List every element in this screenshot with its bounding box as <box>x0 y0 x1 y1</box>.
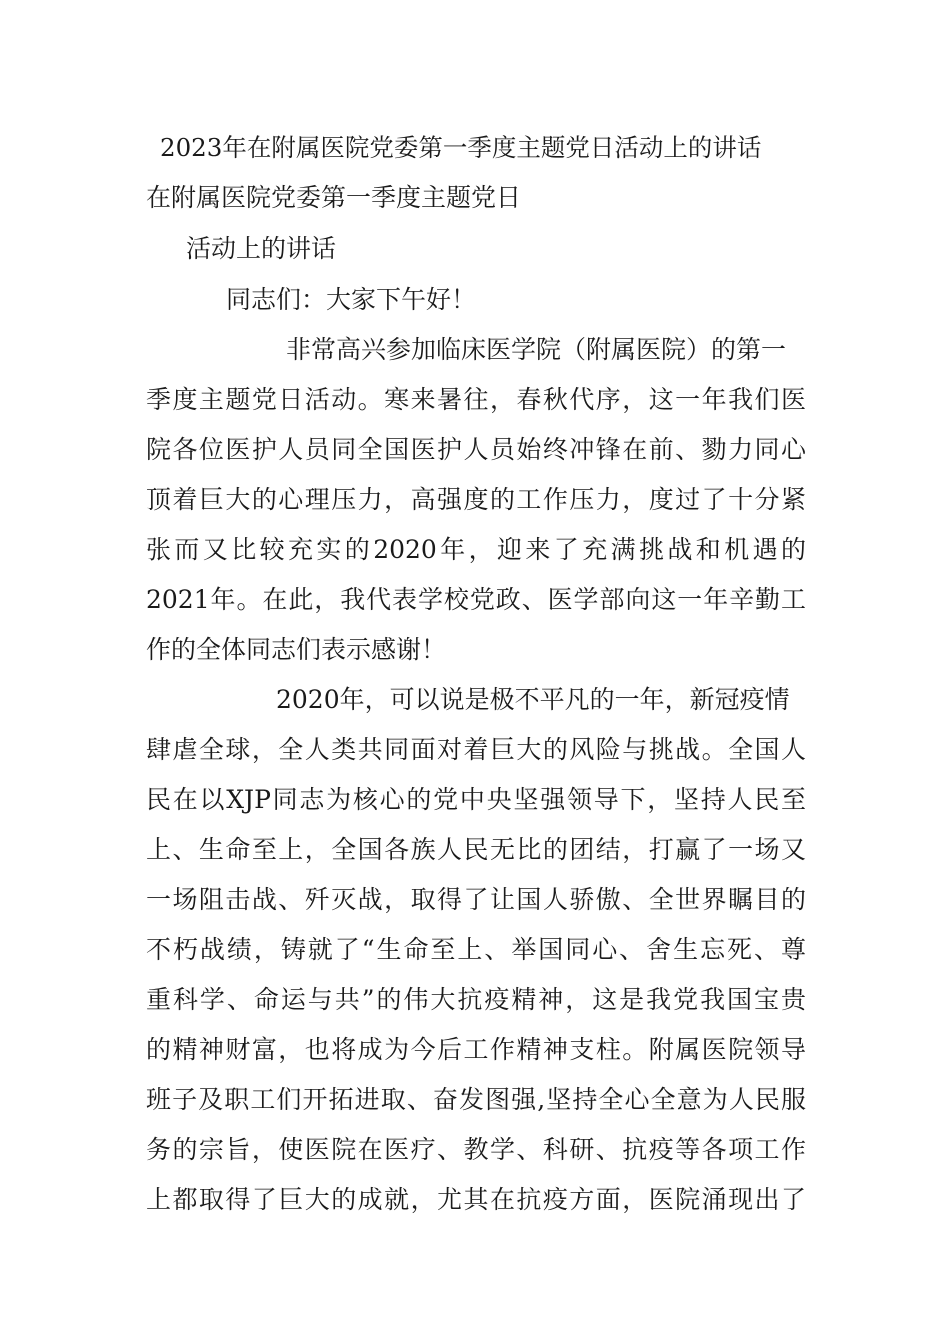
greeting: 同志们：大家下午好！ <box>226 285 477 314</box>
paragraph-1-line-1: 非常高兴参加临床医学院（附属医院）的第一 <box>286 335 787 364</box>
paragraph-2-line-11: 上都取得了巨大的成就，尤其在抗疫方面，医院涌现出了 <box>146 1185 806 1214</box>
paragraph-1-line-3: 院各位医护人员同全国医护人员始终冲锋在前、勠力同心 <box>146 435 806 464</box>
paragraph-2-line-9: 班子及职工们开拓进取、奋发图强,坚持全心全意为人民服 <box>146 1085 806 1114</box>
paragraph-1-line-2: 季度主题党日活动。寒来暑往，春秋代序，这一年我们医 <box>146 385 806 414</box>
paragraph-1-line-6: 2021年。在此，我代表学校党政、医学部向这一年辛勤工 <box>146 585 806 614</box>
paragraph-2-line-10: 务的宗旨，使医院在医疗、教学、科研、抗疫等各项工作 <box>146 1135 806 1164</box>
paragraph-1-line-7: 作的全体同志们表示感谢！ <box>146 635 447 664</box>
paragraph-2-line-5: 一场阻击战、歼灭战，取得了让国人骄傲、全世界瞩目的 <box>146 885 806 914</box>
document-title: 2023年在附属医院党委第一季度主题党日活动上的讲话 <box>160 133 762 162</box>
paragraph-2-line-8: 的精神财富，也将成为今后工作精神支柱。附属医院领导 <box>146 1035 806 1064</box>
paragraph-2-line-1: 2020年，可以说是极不平凡的一年，新冠疫情 <box>276 685 790 714</box>
subtitle-line-1: 在附属医院党委第一季度主题党日 <box>146 183 522 212</box>
paragraph-2-line-4: 上、生命至上，全国各族人民无比的团结，打赢了一场又 <box>146 835 806 864</box>
paragraph-2-line-7: 重科学、命运与共”的伟大抗疫精神，这是我党我国宝贵 <box>146 985 806 1014</box>
paragraph-2-line-2: 肆虐全球，全人类共同面对着巨大的风险与挑战。全国人 <box>146 735 806 764</box>
paragraph-2-line-6: 不朽战绩，铸就了“生命至上、举国同心、舍生忘死、尊 <box>146 935 806 964</box>
paragraph-1-line-5: 张而又比较充实的2020年，迎来了充满挑战和机遇的 <box>146 535 806 564</box>
subtitle-line-2: 活动上的讲话 <box>186 234 337 263</box>
paragraph-2-line-3: 民在以XJP同志为核心的党中央坚强领导下，坚持人民至 <box>146 785 806 814</box>
paragraph-1-line-4: 顶着巨大的心理压力，高强度的工作压力，度过了十分紧 <box>146 485 806 514</box>
